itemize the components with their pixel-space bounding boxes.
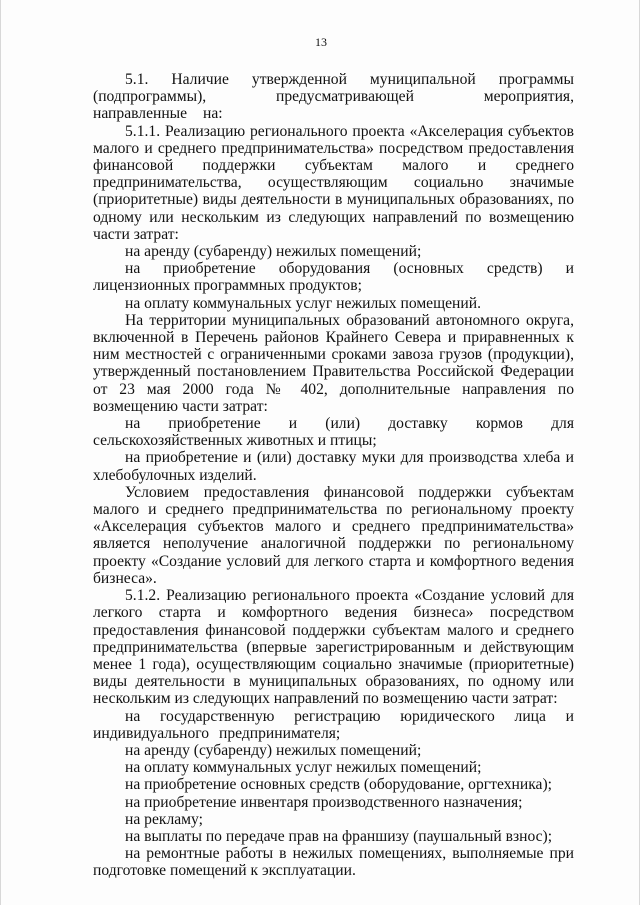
list-item: на приобретение основных средств (оборудование, оргтехника); [125,776,552,794]
list-item: на аренду (субаренду) нежилых помещений; [125,741,422,759]
list-item: на государственную регистрацию юридического лица и индивидуального предпринимателя; [93,707,574,742]
paragraph-condition: Условием предоставления финансовой поддержки субъектам малого и среднего предпринимательства по региональному проекту «Акселерация субъектов малого и среднего предпринимательства» является неполучение аналогичной поддержки по региональному проекту «Создание условий для легкого старта и комфортного ведения бизнеса». [93,483,574,587]
paragraph-far-north: На территории муниципальных образований автономного округа, включенной в Перечень районов Крайнего Севера и приравненных к ним местностей с ограниченными сроками завоза грузов (продукции), утвержденный постановлением Правительства Российской Федерации от 23 мая 2000 года № 402, дополнительные направления по возмещению части затрат: [93,311,574,415]
document-body [93,71,574,880]
list-item: на приобретение инвентаря производственного назначения; [125,793,523,811]
list-item: на рекламу; [125,810,203,828]
list-item: на оплату коммунальных услуг нежилых помещений; [125,759,482,777]
list-item: на приобретение оборудования (основных средств) и лицензионных программных продуктов; [93,260,574,295]
list-item: на ремонтные работы в нежилых помещениях, выполняемые при подготовке помещений к эксплуатации. [93,845,574,880]
page-number: 13 [315,35,327,49]
list-item: на аренду (субаренду) нежилых помещений; [125,243,422,261]
paragraph-5-1-2: 5.1.2. Реализацию регионального проекта «Создание условий для легкого старта и комфортного ведения бизнеса» посредством предоставления финансовой поддержки субъектам малого и среднего предпринимательства (впервые зарегистрированным и действующим менее 1 года), осуществляющим социально значимые (приоритетные) виды деятельности в муниципальных образованиях, по одному или нескольким из следующих направлений по возмещению части затрат: [93,587,574,708]
paragraph-5-1-1: 5.1.1. Реализацию регионального проекта «Акселерация субъектов малого и среднего предпринимательства» посредством предоставления финансовой поддержки субъектам малого и среднего предпринимательства, осуществляющим социально значимые (приоритетные) виды деятельности в муниципальных образованиях, по одному или нескольким из следующих направлений по возмещению части затрат: [93,122,574,243]
list-item: на приобретение и (или) доставку кормов для сельскохозяйственных животных и птицы; [93,415,574,450]
paragraph-5-1: 5.1. Наличие утвержденной муниципальной программы (подпрограммы), предусматривающей мероприятия, направленные на: [93,71,574,123]
list-item: на приобретение и (или) доставку муки для производства хлеба и хлебобулочных изделий. [93,449,574,484]
list-item: на оплату коммунальных услуг нежилых помещений. [125,294,481,312]
list-item: на выплаты по передаче прав на франшизу (паушальный взнос); [125,827,553,845]
